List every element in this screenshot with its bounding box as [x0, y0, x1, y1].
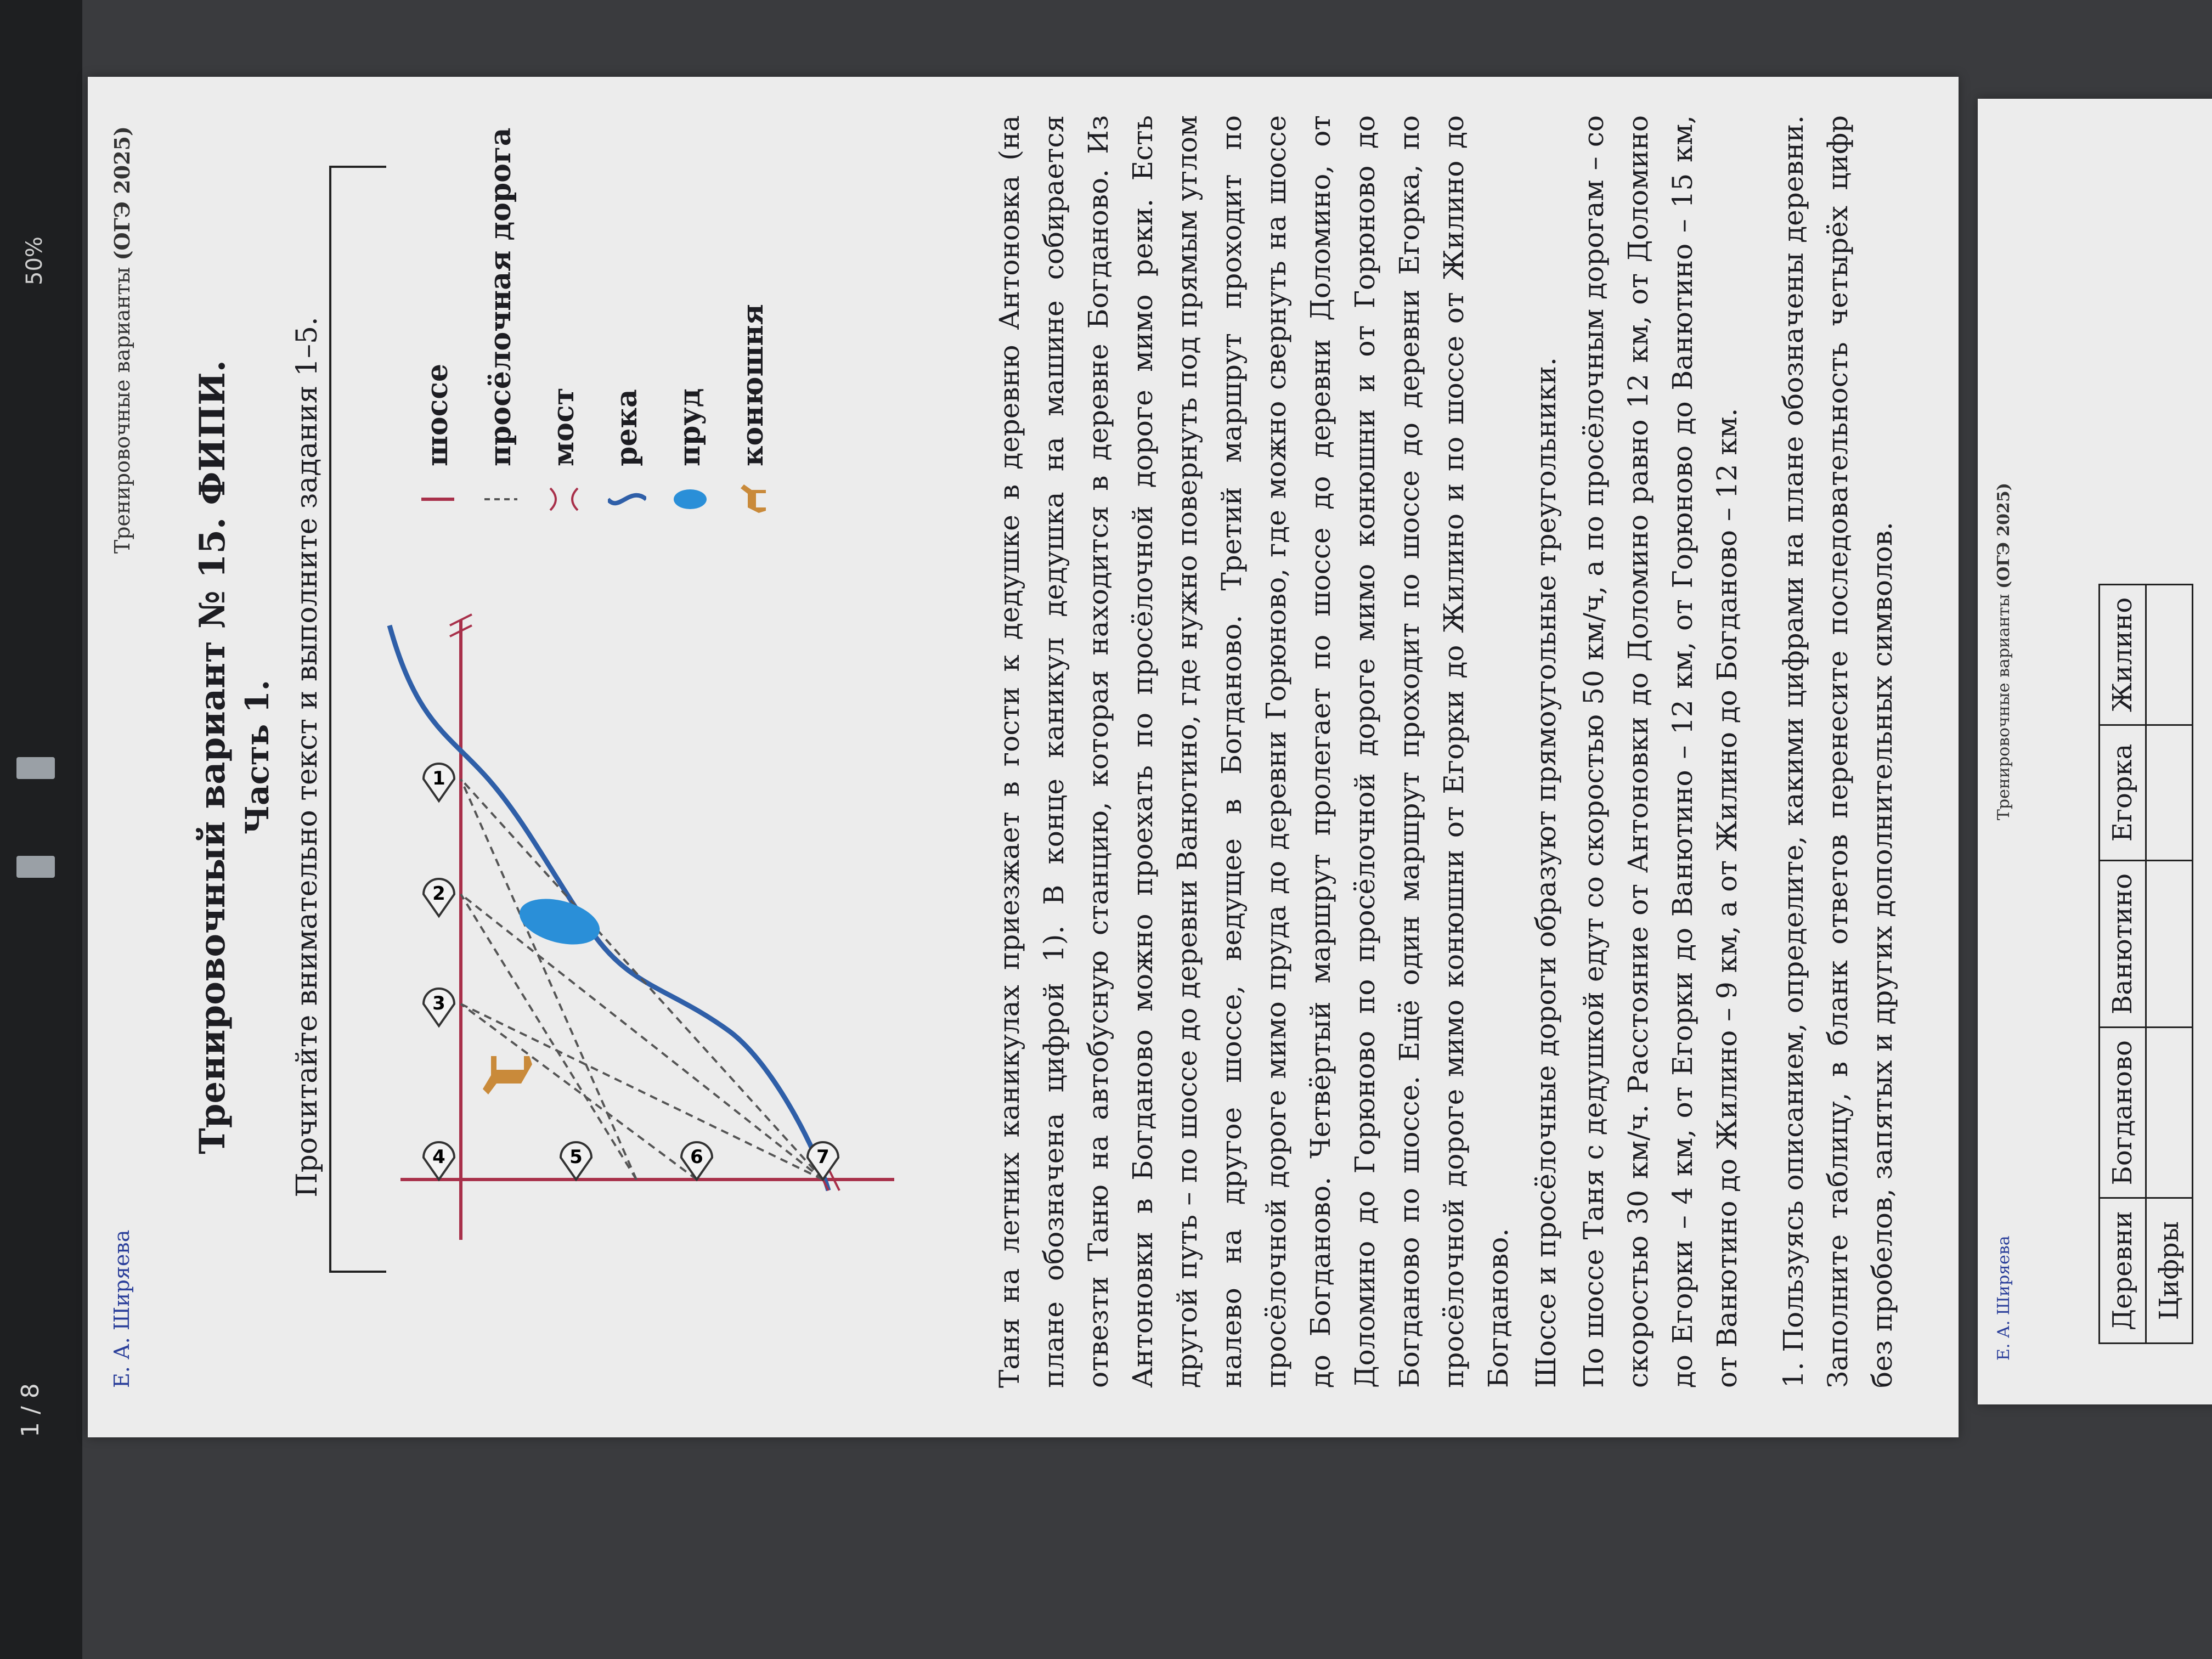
table-header-cell: Богданово	[2100, 1028, 2146, 1198]
document-page-1	[88, 77, 1959, 1437]
answer-cell[interactable]	[2146, 584, 2193, 725]
marker-2	[424, 879, 454, 916]
header-right-text: Тренировочные варианты	[1994, 589, 2013, 821]
legend-label: конюшня	[736, 304, 770, 466]
legend-item	[721, 93, 785, 532]
header-right-text: Тренировочные варианты	[110, 260, 134, 554]
marker-label: 4	[432, 1146, 445, 1168]
paragraph-task-1: 1. Пользуясь описанием, определите, какими цифрами на плане обозначены деревни. Заполните таблицу, в бланк ответов перенесите последовательность четырёх цифр без пробелов, запятых и других дополнительных символов.	[1778, 115, 1898, 1388]
pond-icon	[515, 891, 605, 952]
pond-icon	[671, 466, 709, 532]
table-row	[2100, 584, 2146, 1343]
marker-1	[424, 764, 454, 801]
instruction-text: Прочитайте внимательно текст и выполните задания 1–5.	[291, 317, 324, 1198]
page-indicator: 1 / 8	[16, 1383, 44, 1437]
marker-label: 5	[569, 1146, 583, 1168]
table-header-cell: Деревни	[2100, 1198, 2146, 1344]
page-title: Тренировочный вариант № 15. ФИПИ.	[192, 360, 233, 1154]
answer-cell[interactable]	[2146, 1028, 2193, 1198]
marker-4	[424, 1142, 454, 1180]
river-path	[390, 625, 828, 1190]
village-map	[346, 560, 900, 1273]
legend-label: мост	[547, 387, 580, 466]
legend-label: просёлочная дорога	[484, 127, 517, 466]
marker-5	[561, 1142, 591, 1180]
task-text	[988, 115, 1908, 1388]
legend-item	[406, 93, 469, 532]
legend-label: пруд	[673, 388, 707, 466]
table-header-cell: Жилино	[2100, 584, 2146, 725]
marker-3	[424, 989, 454, 1026]
river-icon	[608, 466, 646, 532]
legend-label: шоссе	[421, 364, 454, 466]
next-page-icon[interactable]	[16, 856, 55, 878]
prev-page-icon[interactable]	[16, 757, 55, 779]
marker-label: 3	[432, 992, 445, 1014]
table-header-cell: Егорка	[2100, 725, 2146, 861]
legend-item	[532, 93, 595, 532]
bridge-icon	[545, 466, 583, 532]
header-right	[110, 126, 134, 554]
dirt-road-icon	[482, 466, 520, 532]
table-row-label: Цифры	[2146, 1198, 2193, 1344]
legend-item	[595, 93, 658, 532]
table-row	[2146, 584, 2193, 1343]
header-author: Е. А. Ширяева	[110, 1229, 134, 1388]
paragraph-story: Таня на летних каникулах приезжает в гости к дедушке в деревню Антоновка (на плане обозначена цифрой 1). В конце каникул дедушка на машине собирается отвезти Таню на автобусную станцию, которая находится в деревне Богданово. Из Антоновки в Богданово можно проехать по просёлочной дороге мимо реки. Есть другой путь – по шоссе до деревни Ванютино, где нужно повернуть под прямым углом налево на другое шоссе, ведущее в Богданово. Третий маршрут проходит по просёлочной дороге мимо пруда до деревни Горюново, где можно свернуть на шоссе до Богданово. Четвёртый маршрут пролегает по шоссе до деревни Доломино, от Доломино до Горюново по просёлочной дороге мимо конюшни и от Горюново до Богданово по шоссе. Ещё один маршрут проходит по шоссе до деревни Егорка, по просёлочной дороге мимо конюшни от Егорки до Жилино и по шоссе от Жилино до Богданово.	[994, 115, 1514, 1388]
page-subtitle: Часть 1.	[239, 680, 276, 834]
table-header-cell: Ванютино	[2100, 861, 2146, 1028]
map-legend	[406, 93, 785, 532]
header-right	[1994, 483, 2013, 820]
marker-label: 6	[690, 1146, 703, 1168]
header-right-bold: (ОГЭ 2025)	[1994, 483, 2013, 589]
zoom-readout: 50%	[22, 236, 47, 285]
marker-7	[808, 1142, 838, 1180]
paragraph-distances: По шоссе Таня с дедушкой едут со скоростью 50 км/ч, а по просёлочным дорогам – со скоростью 30 км/ч. Расстояние от Антоновки до Доломино равно 12 км, от Доломино до Егорки – 4 км, от Егорки до Ванютино – 12 км, от Горюново до Ванютино – 15 км, от Ванютино до Жилино – 9 км, а от Жилино до Богданово – 12 км.	[1578, 115, 1743, 1388]
marker-6	[681, 1142, 712, 1180]
document-page-2	[1978, 99, 2212, 1404]
marker-label: 1	[432, 768, 445, 789]
marker-label: 7	[816, 1146, 830, 1168]
header-right-bold: (ОГЭ 2025)	[110, 126, 134, 261]
header-author: Е. А. Ширяева	[1994, 1235, 2013, 1361]
legend-label: река	[610, 389, 644, 466]
legend-item	[658, 93, 721, 532]
highway-icon	[419, 466, 457, 532]
stable-icon	[483, 1056, 532, 1094]
paragraph-triangles: Шоссе и просёлочные дороги образуют прямоугольные треугольники.	[1530, 357, 1562, 1388]
answer-cell[interactable]	[2146, 861, 2193, 1028]
stable-icon	[734, 466, 772, 532]
answer-table	[2098, 584, 2193, 1344]
dirt-roads	[461, 779, 823, 1180]
legend-item	[469, 93, 532, 532]
marker-label: 2	[432, 883, 445, 905]
answer-cell[interactable]	[2146, 725, 2193, 861]
